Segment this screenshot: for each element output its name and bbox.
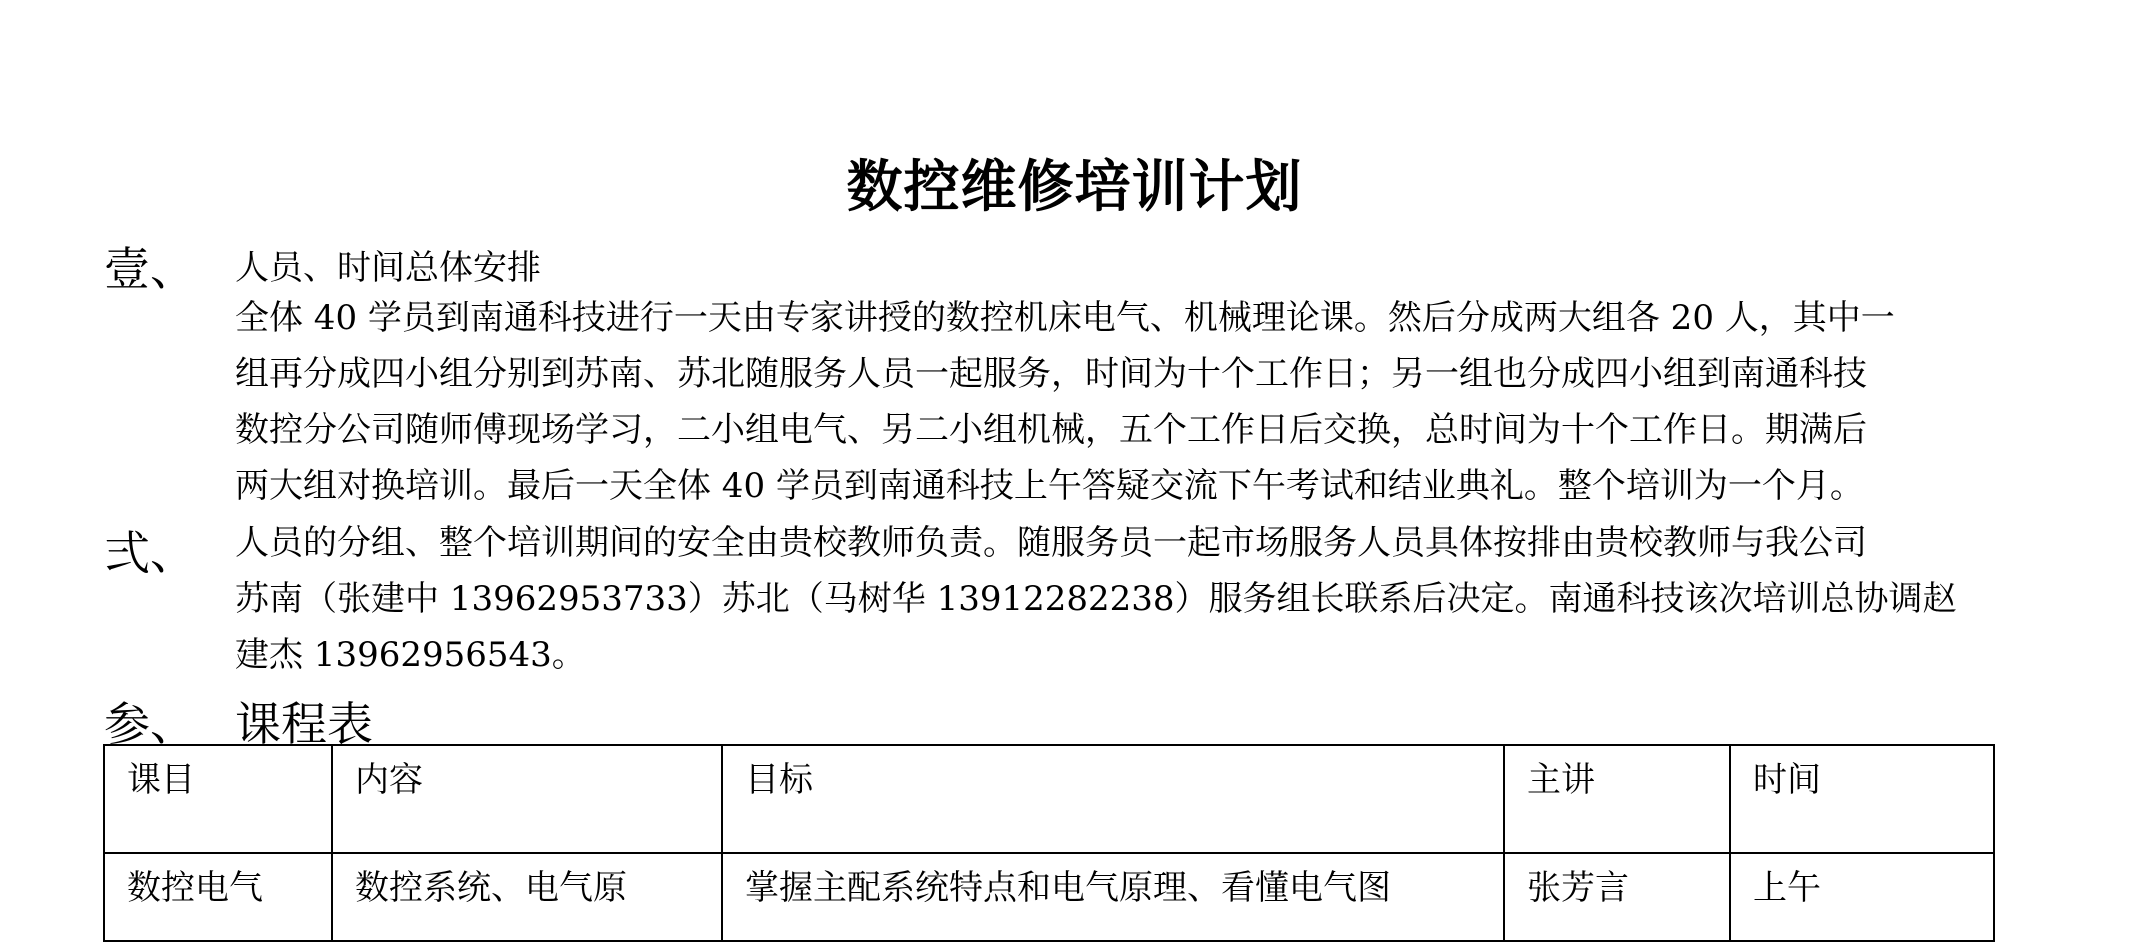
paragraph-line: 数控分公司随师傅现场学习，二小组电气、另二小组机械，五个工作日后交换，总时间为十个工作日。期满后 — [235, 410, 1867, 450]
header-cell-content: 内容 — [332, 745, 722, 853]
header-cell-subject: 课目 — [104, 745, 332, 853]
table-cell: 上午 — [1730, 853, 1994, 941]
paragraph-line: 全体 40 学员到南通科技进行一天由专家讲授的数控机床电气、机械理论课。然后分成两大组各 20 人，其中一 — [235, 298, 1895, 338]
paragraph-line: 建杰 13962956543。 — [235, 635, 586, 675]
table-cell: 数控系统、电气原 — [332, 853, 722, 941]
section-2-paragraph — [235, 515, 2055, 683]
paragraph-line: 人员的分组、整个培训期间的安全由贵校教师负责。随服务员一起市场服务人员具体按排由贵校教师与我公司 — [235, 523, 1867, 563]
course-table — [103, 744, 1995, 942]
section-3-number: 参、 — [104, 697, 196, 751]
table-cell: 数控电气 — [104, 853, 332, 941]
header-cell-lecturer: 主讲 — [1504, 745, 1730, 853]
header-cell-time: 时间 — [1730, 745, 1994, 853]
page-title: 数控维修培训计划 — [846, 154, 1303, 220]
header-cell-goal: 目标 — [722, 745, 1504, 853]
section-1-paragraph — [235, 290, 2055, 514]
table-header-row — [104, 745, 1994, 853]
section-2-number: 弍、 — [104, 526, 196, 580]
paragraph-line: 两大组对换培训。最后一天全体 40 学员到南通科技上午答疑交流下午考试和结业典礼。整个培训为一个月。 — [235, 466, 1864, 506]
section-1-number: 壹、 — [104, 242, 196, 296]
table-cell: 掌握主配系统特点和电气原理、看懂电气图 — [722, 853, 1504, 941]
table-cell: 张芳言 — [1504, 853, 1730, 941]
table-row — [104, 853, 1994, 941]
paragraph-line: 苏南（张建中 13962953733）苏北（马树华 13912282238）服务组长联系后决定。南通科技该次培训总协调赵 — [235, 579, 1957, 619]
section-1-heading: 人员、时间总体安排 — [235, 248, 541, 288]
section-3-heading: 课程表 — [235, 697, 373, 751]
paragraph-line: 组再分成四小组分别到苏南、苏北随服务人员一起服务，时间为十个工作日；另一组也分成四小组到南通科技 — [235, 354, 1867, 394]
